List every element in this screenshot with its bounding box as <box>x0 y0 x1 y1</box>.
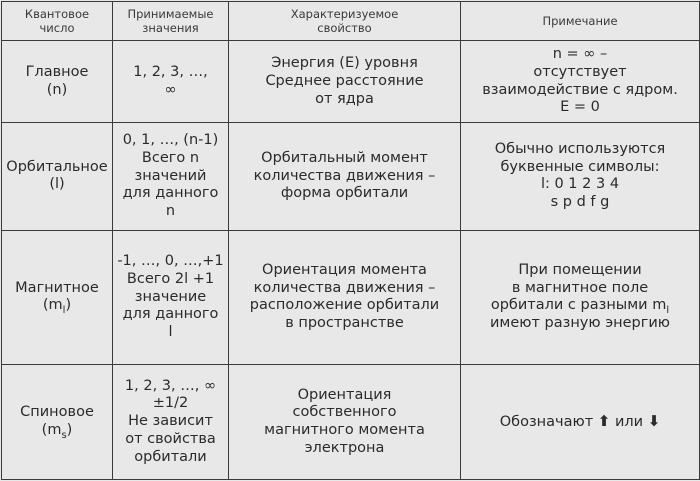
characterized-property: Энергия (E) уровня Среднее расстояние от ядра <box>229 41 461 123</box>
quantum-number-name: Главное (n) <box>2 41 113 123</box>
quantum-number-name: Магнитное $(m_l)$ <box>2 230 113 364</box>
characterized-property: Орбитальный момент количества движения – форма орбитали <box>229 123 461 231</box>
arrow-up-icon: ⬆ <box>597 412 611 431</box>
quantum-number-name: Спиновое $(m_s)$ <box>2 365 113 480</box>
allowed-values: 1, 2, 3, …, ∞ ±1/2 Не зависит от свойства орбитали <box>113 365 229 480</box>
header-property: Характеризуемое свойство <box>229 2 461 41</box>
header-row <box>2 2 700 41</box>
table-row <box>2 123 700 231</box>
table-row <box>2 230 700 364</box>
note: При помещении в магнитное поле орбитали с разными $m_l$ имеют разную энергию <box>461 230 700 364</box>
characterized-property: Ориентация момента количества движения – расположение орбитали в пространстве <box>229 230 461 364</box>
quantum-number-name: Орбитальное (l) <box>2 123 113 231</box>
allowed-values: -1, …, 0, …,+1 Всего 2l +1 значение для данного l <box>113 230 229 364</box>
table-row <box>2 41 700 123</box>
header-values: Принимаемые значения <box>113 2 229 41</box>
note: n = ∞ – отсутствует взаимодействие с ядром. E = 0 <box>461 41 700 123</box>
header-quantum-number: Квантовое число <box>2 2 113 41</box>
allowed-values: 0, 1, …, (n-1) Всего n значений для данного n <box>113 123 229 231</box>
allowed-values: 1, 2, 3, …, ∞ <box>113 41 229 123</box>
header-note: Примечание <box>461 2 700 41</box>
note: Обозначают ⬆ или ⬇ <box>461 365 700 480</box>
characterized-property: Ориентация собственного магнитного момента электрона <box>229 365 461 480</box>
quantum-numbers-table <box>1 1 700 480</box>
arrow-down-icon: ⬇ <box>647 412 661 431</box>
table-row <box>2 365 700 480</box>
note: Обычно используются буквенные символы: l: 0 1 2 3 4 s p d f g <box>461 123 700 231</box>
